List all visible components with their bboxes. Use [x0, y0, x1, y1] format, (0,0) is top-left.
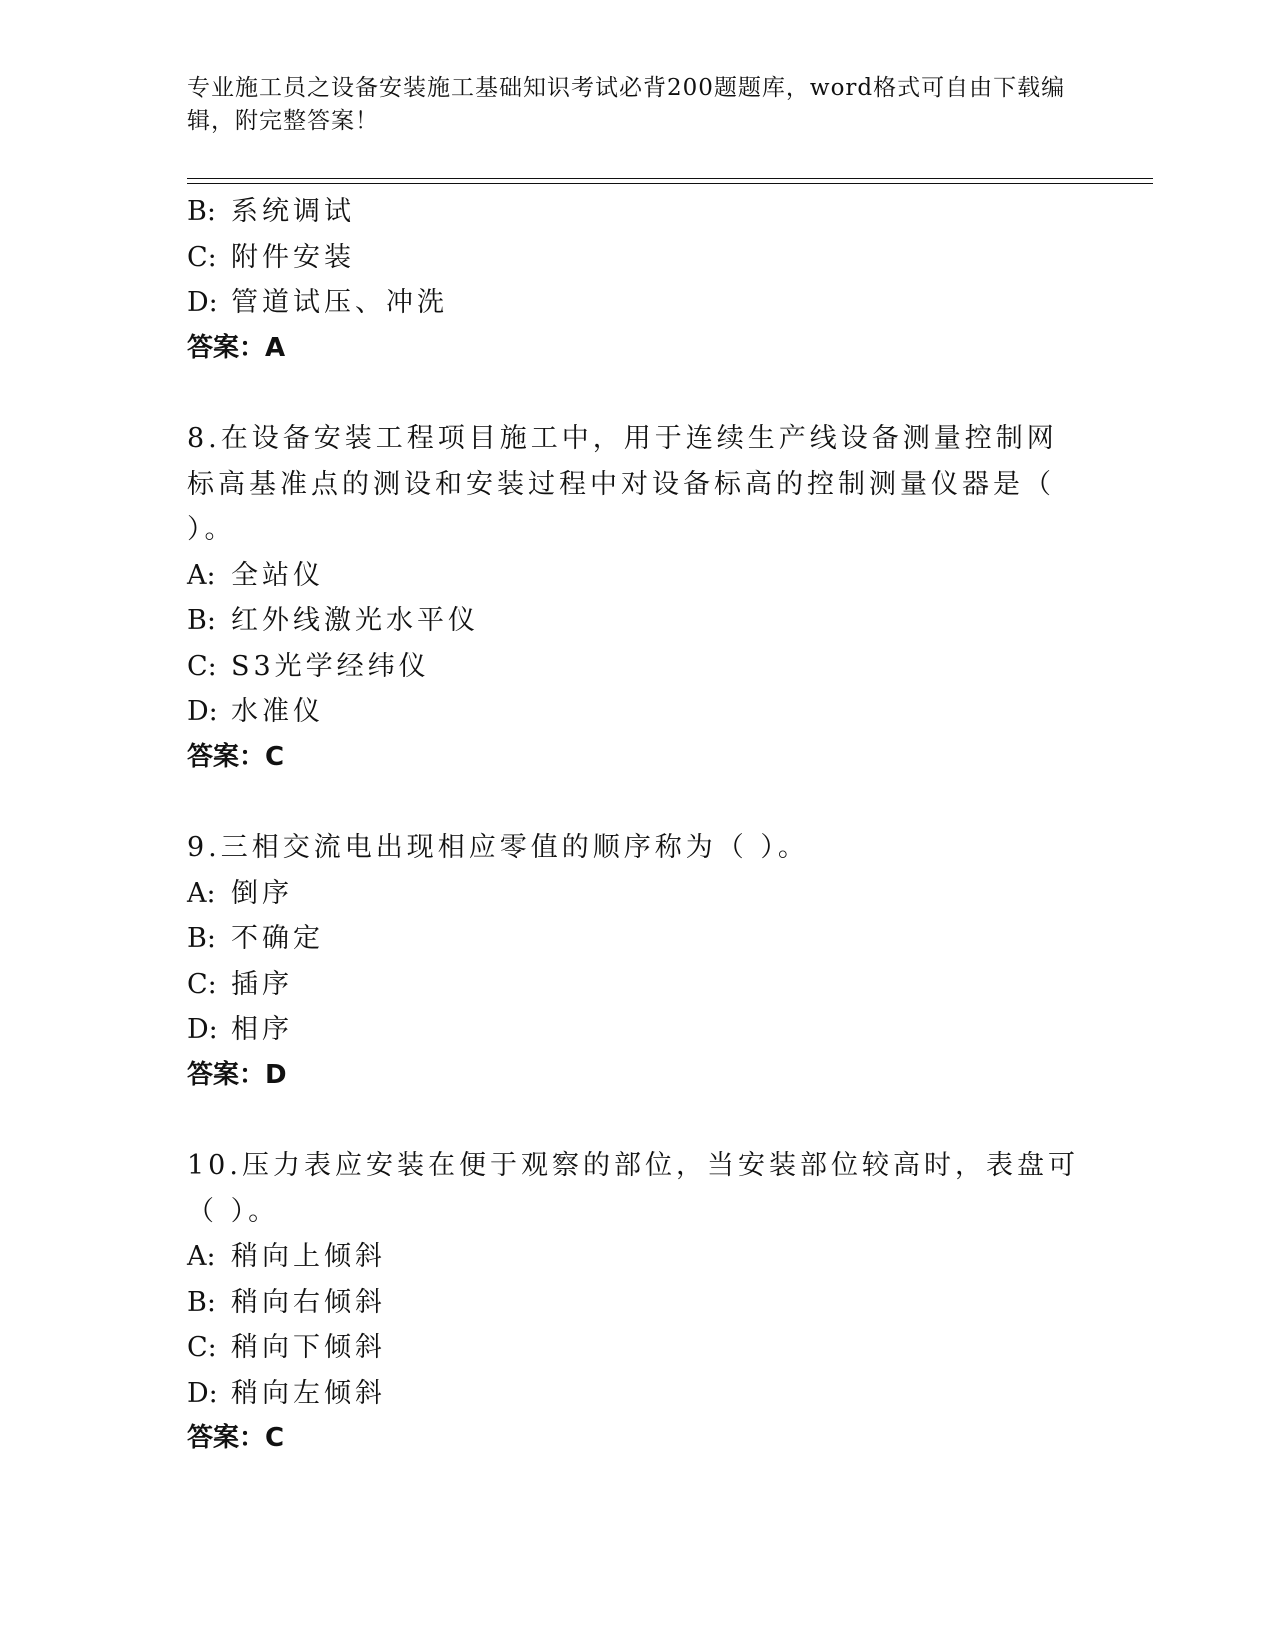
option-letter: D:	[187, 287, 218, 318]
question-block-prev	[187, 189, 1087, 371]
question-list	[187, 189, 1087, 1462]
question-block-10	[187, 1143, 1087, 1462]
option-text: 插序	[231, 968, 293, 1000]
option-text: 稍向右倾斜	[231, 1286, 386, 1318]
option-text: 附件安装	[231, 241, 355, 273]
option-text: 红外线激光水平仪	[231, 605, 479, 636]
option-letter: B:	[187, 1286, 216, 1318]
option-letter: C:	[187, 650, 217, 682]
answer-label: 答案：A	[187, 332, 286, 363]
option-b	[187, 598, 1087, 644]
option-a	[187, 1234, 1087, 1280]
option-text: 管道试压、冲洗	[231, 287, 448, 318]
option-b	[187, 916, 1087, 962]
question-block-9	[187, 825, 1087, 1098]
option-letter: B:	[187, 923, 216, 954]
option-c	[187, 1325, 1087, 1371]
option-text: 稍向上倾斜	[231, 1241, 386, 1272]
option-b	[187, 189, 1087, 235]
option-letter: C:	[187, 241, 217, 273]
option-letter: C:	[187, 968, 217, 1000]
option-text: 系统调试	[231, 196, 355, 227]
option-text: 不确定	[231, 923, 324, 954]
option-d	[187, 280, 1087, 326]
answer-label: 答案：C	[187, 1423, 285, 1453]
document-header: 专业施工员之设备安装施工基础知识考试必背200题题库，word格式可自由下载编辑，附完整答案！	[187, 75, 1066, 134]
option-letter: C:	[187, 1332, 217, 1363]
option-letter: A:	[187, 559, 216, 591]
header-rule-bottom	[187, 183, 1153, 184]
option-c	[187, 235, 1087, 281]
question-stem: 9.三相交流电出现相应零值的顺序称为（ ）。	[187, 832, 809, 863]
option-a	[187, 871, 1087, 917]
option-letter: D:	[187, 1377, 218, 1409]
option-letter: D:	[187, 1014, 218, 1045]
question-stem: 8.在设备安装工程项目施工中，用于连续生产线设备测量控制网标高基准点的测设和安装过程中对设备标高的控制测量仪器是（ ）。	[187, 423, 1058, 545]
option-letter: D:	[187, 696, 218, 727]
question-block-8	[187, 416, 1087, 780]
option-letter: B:	[187, 196, 216, 227]
option-text: 全站仪	[231, 559, 324, 591]
option-d	[187, 1371, 1087, 1417]
option-text: 水准仪	[231, 696, 324, 727]
option-c	[187, 962, 1087, 1008]
answer-label: 答案：D	[187, 1059, 287, 1090]
option-text: 倒序	[231, 877, 293, 909]
option-letter: A:	[187, 877, 216, 909]
option-b	[187, 1280, 1087, 1326]
question-stem: 10.压力表应安装在便于观察的部位，当安装部位较高时，表盘可（ ）。	[187, 1150, 1079, 1227]
option-text: 相序	[231, 1014, 293, 1045]
option-text: S3光学经纬仪	[231, 650, 430, 682]
option-letter: B:	[187, 605, 216, 636]
option-text: 稍向左倾斜	[231, 1377, 386, 1409]
option-d	[187, 689, 1087, 735]
option-letter: A:	[187, 1241, 216, 1272]
option-a	[187, 553, 1087, 599]
header-rule-top	[187, 178, 1153, 179]
option-c	[187, 644, 1087, 690]
option-text: 稍向下倾斜	[231, 1332, 386, 1363]
answer-label: 答案：C	[187, 741, 285, 772]
option-d	[187, 1007, 1087, 1053]
